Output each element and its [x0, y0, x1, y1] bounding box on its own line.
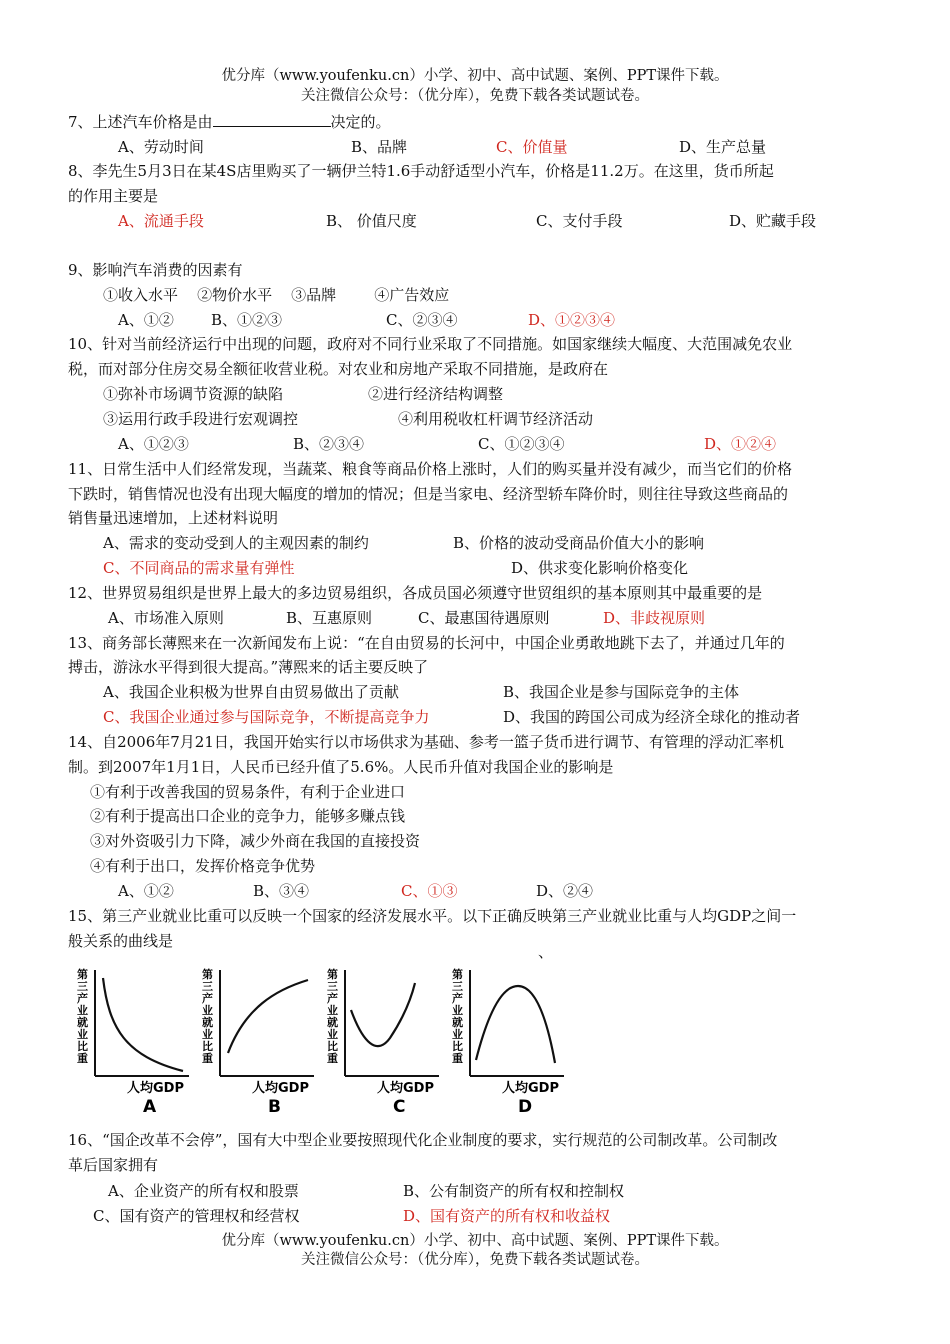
- header-line-2: 关注微信公众号：（优分库），免费下载各类试题试卷。: [301, 88, 649, 104]
- graph-ylabel: 第三产业就业比重: [202, 968, 213, 1065]
- q11-option-a: A、需求的变动受到人的主观因素的制约: [103, 534, 369, 552]
- q10-option-c: C、①②③④: [478, 435, 565, 453]
- q13-option-b: B、我国企业是参与国际竞争的主体: [503, 683, 740, 701]
- q7-stem: [68, 112, 391, 132]
- q13-line-2: 搏击，游泳水平得到很大提高。”薄熙来的话主要反映了: [68, 658, 429, 676]
- q11-option-c-answer: C、不同商品的需求量有弹性: [103, 559, 295, 577]
- q14-option-b: B、③④: [253, 882, 310, 900]
- q11-line-2: 下跌时，销售情况也没有出现大幅度的增加的情况；但是当家电、经济型轿车降价时，则往往导致这些商品的: [68, 485, 789, 503]
- q7-option-c-answer: C、价值量: [496, 138, 568, 156]
- q13-option-c-answer: C、我国企业通过参与国际竞争，不断提高竞争力: [103, 708, 430, 726]
- q10-item-4: ④利用税收杠杆调节经济活动: [398, 410, 594, 428]
- q16-option-b: B、公有制资产的所有权和控制权: [403, 1182, 625, 1200]
- graph-xlabel: 人均GDP: [252, 1081, 309, 1096]
- footer-line-1: 优分库（www.youfenku.cn）小学、初中、高中试题、案例、PPT课件下载。: [221, 1233, 729, 1249]
- q9-option-d-answer: D、①②③④: [528, 311, 616, 329]
- q14-item-4: ④有利于出口，发挥价格竞争优势: [90, 857, 316, 875]
- q10-option-a: A、①②③: [118, 435, 189, 453]
- header-line-1: 优分库（www.youfenku.cn）小学、初中、高中试题、案例、PPT课件下载。: [221, 68, 729, 84]
- q16-option-c: C、国有资产的管理权和经营权: [93, 1207, 300, 1225]
- graph-ylabel: 第三产业就业比重: [327, 968, 338, 1065]
- graph-label-d: D: [518, 1097, 533, 1117]
- graph-curve-d: [476, 986, 555, 1063]
- q16-option-a: A、企业资产的所有权和股票: [108, 1182, 299, 1200]
- graph-label-b: B: [268, 1097, 281, 1117]
- q11-option-b: B、价格的波动受商品价值大小的影响: [453, 534, 705, 552]
- q16-option-d-answer: D、国有资产的所有权和收益权: [403, 1207, 611, 1225]
- q12-stem: 12、世界贸易组织是世界上最大的多边贸易组织，各成员国必须遵守世贸组织的基本原则其中最重要的是: [68, 584, 763, 602]
- q16-line-1: 16、“国企改革不会停”，国有大中型企业要按照现代化企业制度的要求，实行规范的公司制改革。公司制改: [68, 1131, 778, 1149]
- graph-panel-c: [327, 968, 439, 1117]
- q14-option-c-answer: C、①③: [401, 882, 458, 900]
- q7-option-b: B、品牌: [351, 138, 408, 156]
- q10-item-3: ③运用行政手段进行宏观调控: [103, 410, 299, 428]
- graph-ylabel: 第三产业就业比重: [452, 968, 463, 1065]
- q15-line-2: 般关系的曲线是: [68, 932, 174, 950]
- q12-option-d-answer: D、非歧视原则: [603, 609, 706, 627]
- q8-option-a-answer: A、流通手段: [118, 212, 204, 230]
- graph-xlabel: 人均GDP: [502, 1081, 559, 1096]
- q12-option-b: B、互惠原则: [286, 609, 373, 627]
- q10-option-b: B、②③④: [293, 435, 365, 453]
- graph-label-c: C: [393, 1097, 406, 1117]
- q9-option-a: A、①②: [118, 311, 174, 329]
- q9-stem: 9、影响汽车消费的因素有: [68, 261, 243, 279]
- graph-panel-b: [202, 968, 314, 1117]
- graph-xlabel: 人均GDP: [127, 1081, 184, 1096]
- q14-option-d: D、②④: [536, 882, 594, 900]
- q14-item-3: ③对外资吸引力下降，减少外商在我国的直接投资: [90, 832, 421, 850]
- q9-items: ①收入水平 ②物价水平 ③品牌 ④广告效应: [103, 286, 450, 304]
- q15-line-1: 15、第三产业就业比重可以反映一个国家的经济发展水平。以下正确反映第三产业就业比重与人均GDP之间一: [68, 907, 797, 925]
- q14-item-2: ②有利于提高出口企业的竞争力，能够多赚点钱: [90, 807, 406, 825]
- q15-graphs: [65, 968, 595, 1118]
- footer-line-2: 关注微信公众号：（优分库），免费下载各类试题试卷。: [301, 1252, 649, 1268]
- q8-option-b: B、 价值尺度: [326, 212, 417, 230]
- q8-option-c: C、支付手段: [536, 212, 623, 230]
- q7-blank: [213, 112, 331, 127]
- q13-line-1: 13、商务部长薄熙来在一次新闻发布上说：“在自由贸易的长河中，中国企业勇敢地跳下去了，并通过几年的: [68, 634, 785, 652]
- q9-option-b: B、①②③: [211, 311, 283, 329]
- q9-option-c: C、②③④: [386, 311, 458, 329]
- q8-option-d: D、贮藏手段: [729, 212, 817, 230]
- q11-line-1: 11、日常生活中人们经常发现，当蔬菜、粮食等商品价格上涨时，人们的购买量并没有减少，而当它们的价格: [68, 460, 793, 478]
- graph-curve-c: [351, 983, 415, 1046]
- q7-option-d: D、生产总量: [679, 138, 767, 156]
- q14-line-1: 14、自2006年7月21日，我国开始实行以市场供求为基础、参考一篮子货币进行调节、有管理的浮动汇率机: [68, 733, 784, 751]
- q16-line-2: 革后国家拥有: [68, 1156, 159, 1174]
- graph-panel-a: [77, 968, 189, 1117]
- q12-option-c: C、最惠国待遇原则: [418, 609, 550, 627]
- q13-option-d: D、我国的跨国公司成为经济全球化的推动者: [503, 708, 801, 726]
- graph-ylabel: 第三产业就业比重: [77, 968, 88, 1065]
- q10-line-2: 税，而对部分住房交易全额征收营业税。对农业和房地产采取不同措施，是政府在: [68, 360, 609, 378]
- q10-line-1: 10、针对当前经济运行中出现的问题，政府对不同行业采取了不同措施。如国家继续大幅度、大范围减免农业: [68, 335, 793, 353]
- q14-item-1: ①有利于改善我国的贸易条件，有利于企业进口: [90, 783, 406, 801]
- q14-line-2: 制。到2007年1月1日，人民币已经升值了5.6%。人民币升值对我国企业的影响是: [68, 758, 614, 776]
- q11-line-3: 销售量迅速增加，上述材料说明: [68, 509, 279, 527]
- q14-option-a: A、①②: [118, 882, 174, 900]
- q13-option-a: A、我国企业积极为世界自由贸易做出了贡献: [103, 683, 399, 701]
- q10-item-1: ①弥补市场调节资源的缺陷: [103, 385, 284, 403]
- q7-stem-end: 决定的。: [330, 113, 391, 131]
- q11-option-d: D、供求变化影响价格变化: [511, 559, 689, 577]
- q7-option-a: A、劳动时间: [118, 138, 204, 156]
- q7-stem-start: 7、上述汽车价格是由: [68, 113, 213, 131]
- q8-line-2: 的作用主要是: [68, 187, 159, 205]
- graph-xlabel: 人均GDP: [377, 1081, 434, 1096]
- graph-label-a: A: [143, 1097, 157, 1117]
- q10-option-d-answer: D、①②④: [704, 435, 777, 453]
- q12-option-a: A、市场准入原则: [108, 609, 224, 627]
- graph-curve-b: [228, 980, 308, 1053]
- q10-item-2: ②进行经济结构调整: [368, 385, 504, 403]
- graph-curve-a: [103, 978, 183, 1071]
- q15-stray-mark: 、: [538, 943, 554, 961]
- graph-panel-d: [452, 968, 564, 1117]
- q8-line-1: 8、李先生5月3日在某4S店里购买了一辆伊兰特1.6手动舒适型小汽车，价格是11.2万。在这里，货币所起: [68, 162, 774, 180]
